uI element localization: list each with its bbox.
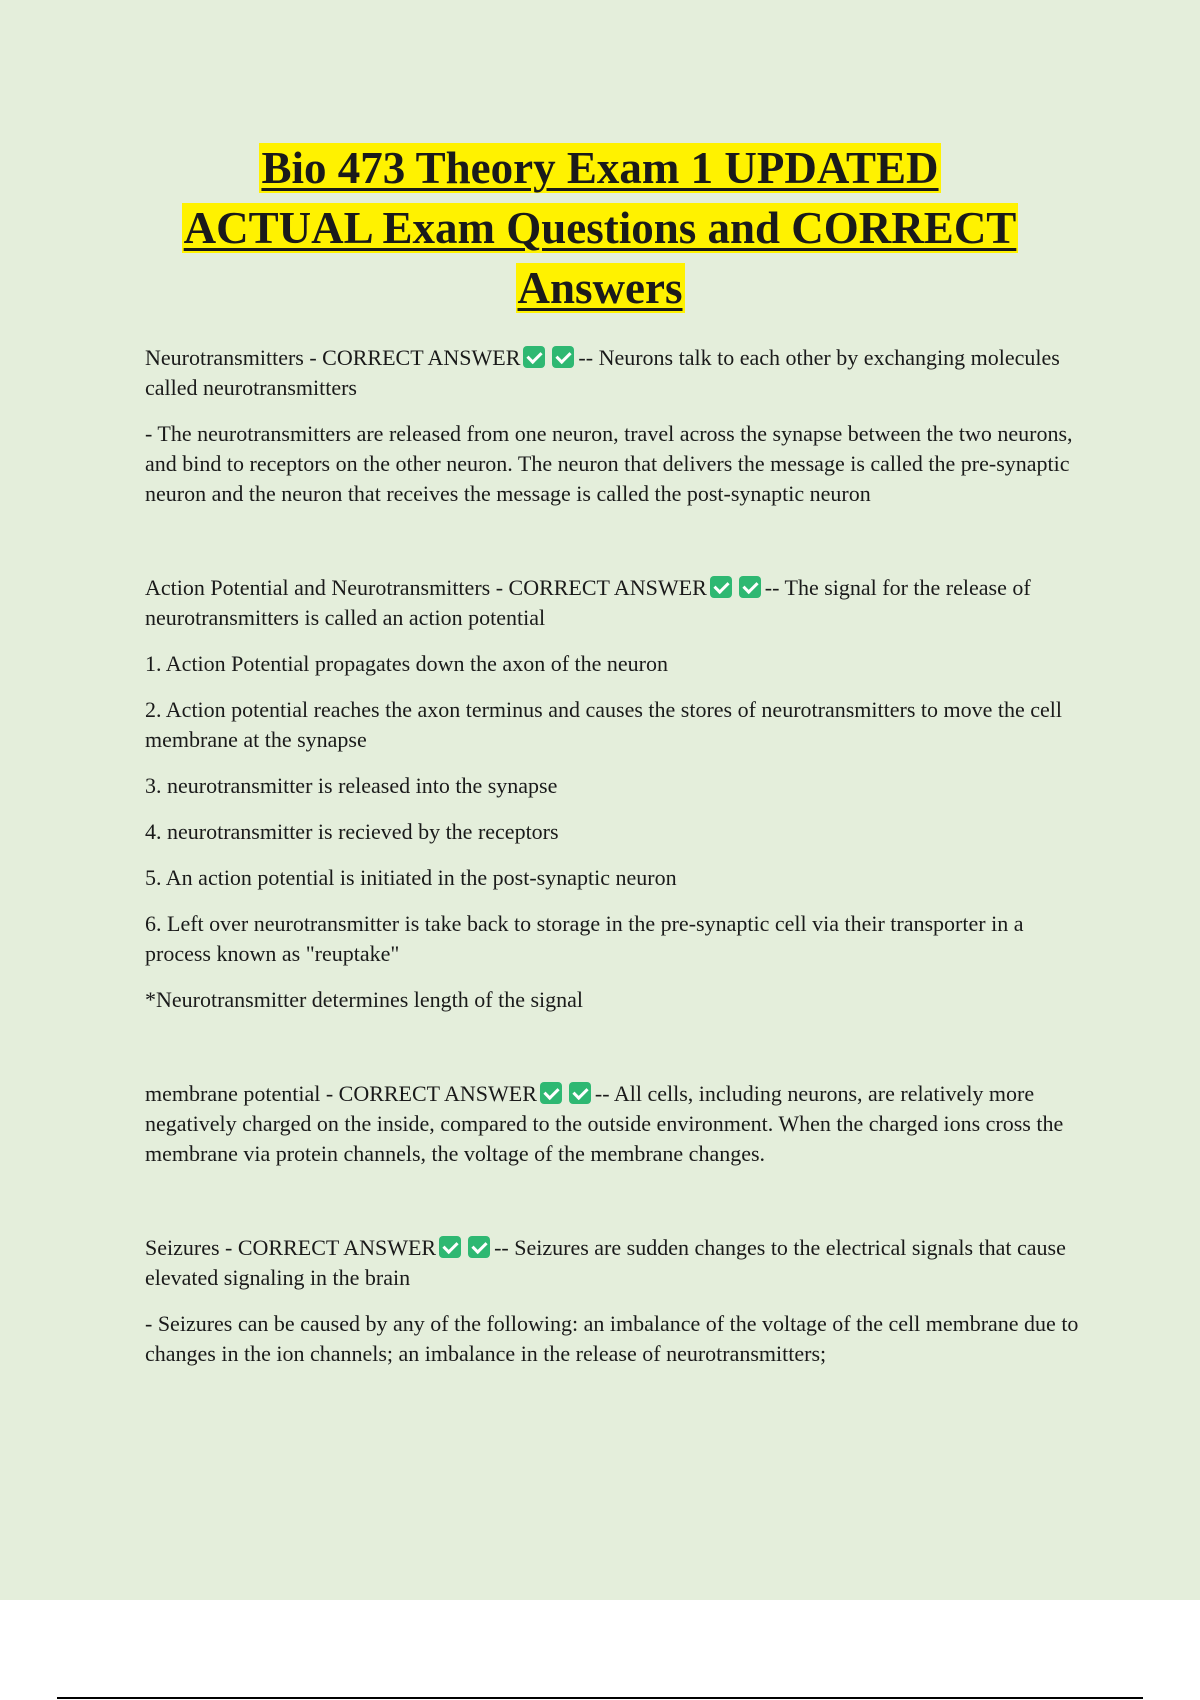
document-title xyxy=(0,138,1200,318)
entry-membrane-potential xyxy=(145,1079,1090,1169)
entry-detail: - The neurotransmitters are released from one neuron, travel across the synapse between the two neurons, and bind to receptors on the other neuron. The neuron that delivers the message is called the pre-synaptic neuron and the neuron that receives the message is called the post-synaptic neuron xyxy=(145,421,1073,506)
title-line-2: ACTUAL Exam Questions and CORRECT xyxy=(183,203,1017,253)
entry-neurotransmitters xyxy=(145,343,1090,403)
entry-detail: 2. Action potential reaches the axon terminus and causes the stores of neurotransmitters to move the cell membrane at the synapse xyxy=(145,697,1063,752)
entry-term: Seizures - CORRECT ANSWER xyxy=(145,1235,437,1260)
document-body xyxy=(145,343,1090,1385)
entry-detail: 6. Left over neurotransmitter is take back to storage in the pre-synaptic cell via their transporter in a process known as "reuptake" xyxy=(145,911,1024,966)
entry-detail: 5. An action potential is initiated in the post-synaptic neuron xyxy=(145,865,677,890)
entry-detail: 4. neurotransmitter is recieved by the receptors xyxy=(145,819,559,844)
entry-detail: *Neurotransmitter determines length of the signal xyxy=(145,987,584,1012)
check-mark-icon xyxy=(552,346,574,368)
entry-seizures xyxy=(145,1233,1090,1293)
entry-answer: -- Seizures are sudden changes to the electrical signals that cause elevated signaling in the brain xyxy=(145,1235,1066,1290)
entry-detail: 3. neurotransmitter is released into the synapse xyxy=(145,773,558,798)
entry-detail: 1. Action Potential propagates down the axon of the neuron xyxy=(145,651,668,676)
check-mark-icon xyxy=(739,576,761,598)
check-mark-icon xyxy=(569,1082,591,1104)
footer-divider xyxy=(57,1697,1143,1699)
entry-term: membrane potential - CORRECT ANSWER xyxy=(145,1081,537,1106)
check-mark-icon xyxy=(468,1236,490,1258)
check-mark-icon xyxy=(439,1236,461,1258)
entry-term: Neurotransmitters - CORRECT ANSWER xyxy=(145,345,521,370)
entry-term: Action Potential and Neurotransmitters - CORRECT ANSWER xyxy=(145,575,707,600)
entry-answer: -- All cells, including neurons, are relatively more negatively charged on the inside, compared to the outside environment. When the charged ions cross the membrane via protein channels, the voltage of the membrane changes. xyxy=(145,1081,1064,1166)
title-line-1: Bio 473 Theory Exam 1 UPDATED xyxy=(261,143,939,193)
entry-answer: -- Neurons talk to each other by exchanging molecules called neurotransmitters xyxy=(145,345,1060,400)
entry-action-potential xyxy=(145,573,1090,633)
check-mark-icon xyxy=(710,576,732,598)
check-mark-icon xyxy=(523,346,545,368)
title-line-3: Answers xyxy=(517,263,683,313)
entry-answer: -- The signal for the release of neurotransmitters is called an action potential xyxy=(145,575,1031,630)
entry-detail: - Seizures can be caused by any of the following: an imbalance of the voltage of the cell membrane due to changes in the ion channels; an imbalance in the release of neurotransmitters; xyxy=(145,1311,1079,1366)
check-mark-icon xyxy=(540,1082,562,1104)
